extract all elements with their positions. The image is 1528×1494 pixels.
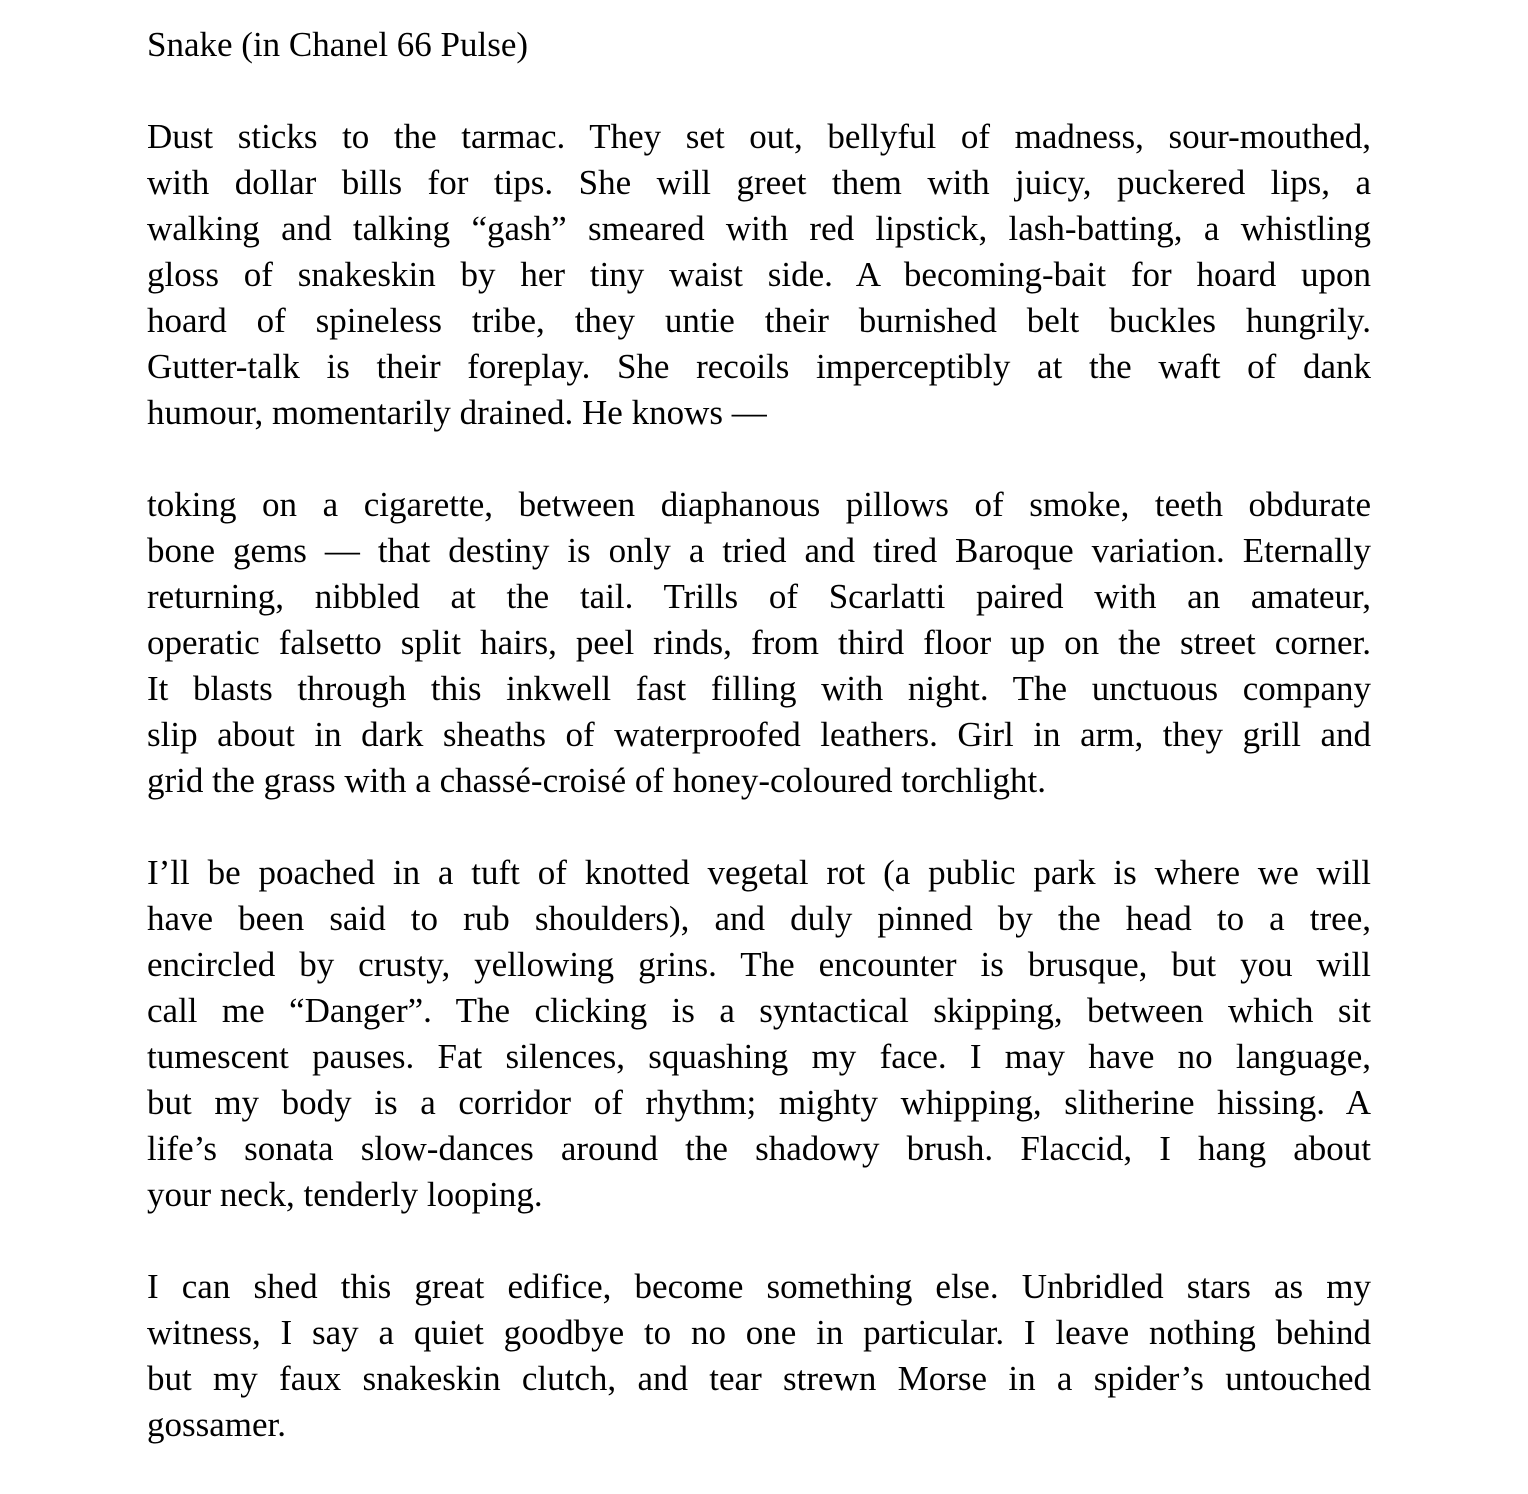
text-line: call me “Danger”. The clicking is a syntactical skipping, between which sit [147, 991, 1371, 1030]
text-line: humour, momentarily drained. He knows — [147, 393, 767, 432]
text-line: slip about in dark sheaths of waterproofed leathers. Girl in arm, they grill and [147, 715, 1371, 754]
paragraph [147, 482, 1371, 804]
text-line: It blasts through this inkwell fast filling with night. The unctuous company [147, 669, 1371, 708]
text-line: operatic falsetto split hairs, peel rinds, from third floor up on the street corner. [147, 623, 1371, 662]
text-line: but my faux snakeskin clutch, and tear strewn Morse in a spider’s untouched [147, 1359, 1371, 1398]
text-line: hoard of spineless tribe, they untie their burnished belt buckles hungrily. [147, 301, 1371, 340]
text-line: your neck, tenderly looping. [147, 1175, 543, 1214]
paragraph [147, 114, 1371, 436]
text-line: gloss of snakeskin by her tiny waist side. A becoming-bait for hoard upon [147, 255, 1371, 294]
text-line: Dust sticks to the tarmac. They set out, bellyful of madness, sour-mouthed, [147, 117, 1371, 156]
text-line: encircled by crusty, yellowing grins. The encounter is brusque, but you will [147, 945, 1371, 984]
paragraph [147, 1264, 1371, 1448]
text-line: walking and talking “gash” smeared with red lipstick, lash-batting, a whistling [147, 209, 1371, 248]
document-page [147, 22, 1371, 1494]
text-line: tumescent pauses. Fat silences, squashing my face. I may have no language, [147, 1037, 1371, 1076]
text-line: gossamer. [147, 1405, 287, 1444]
text-line: bone gems — that destiny is only a tried and tired Baroque variation. Eternally [147, 531, 1371, 570]
text-line: Gutter-talk is their foreplay. She recoils imperceptibly at the waft of dank [147, 347, 1371, 386]
text-line: toking on a cigarette, between diaphanous pillows of smoke, teeth obdurate [147, 485, 1371, 524]
text-line: life’s sonata slow-dances around the shadowy brush. Flaccid, I hang about [147, 1129, 1371, 1168]
text-line: witness, I say a quiet goodbye to no one in particular. I leave nothing behind [147, 1313, 1371, 1352]
text-line: with dollar bills for tips. She will greet them with juicy, puckered lips, a [147, 163, 1371, 202]
text-line: I can shed this great edifice, become something else. Unbridled stars as my [147, 1267, 1371, 1306]
poem-body [147, 114, 1371, 1448]
text-line: but my body is a corridor of rhythm; mighty whipping, slitherine hissing. A [147, 1083, 1371, 1122]
paragraph [147, 850, 1371, 1218]
poem-title: Snake (in Chanel 66 Pulse) [147, 25, 529, 64]
text-line: I’ll be poached in a tuft of knotted vegetal rot (a public park is where we will [147, 853, 1371, 892]
text-line: returning, nibbled at the tail. Trills of Scarlatti paired with an amateur, [147, 577, 1371, 616]
text-line: grid the grass with a chassé-croisé of honey-coloured torchlight. [147, 761, 1047, 800]
text-line: have been said to rub shoulders), and duly pinned by the head to a tree, [147, 899, 1371, 938]
